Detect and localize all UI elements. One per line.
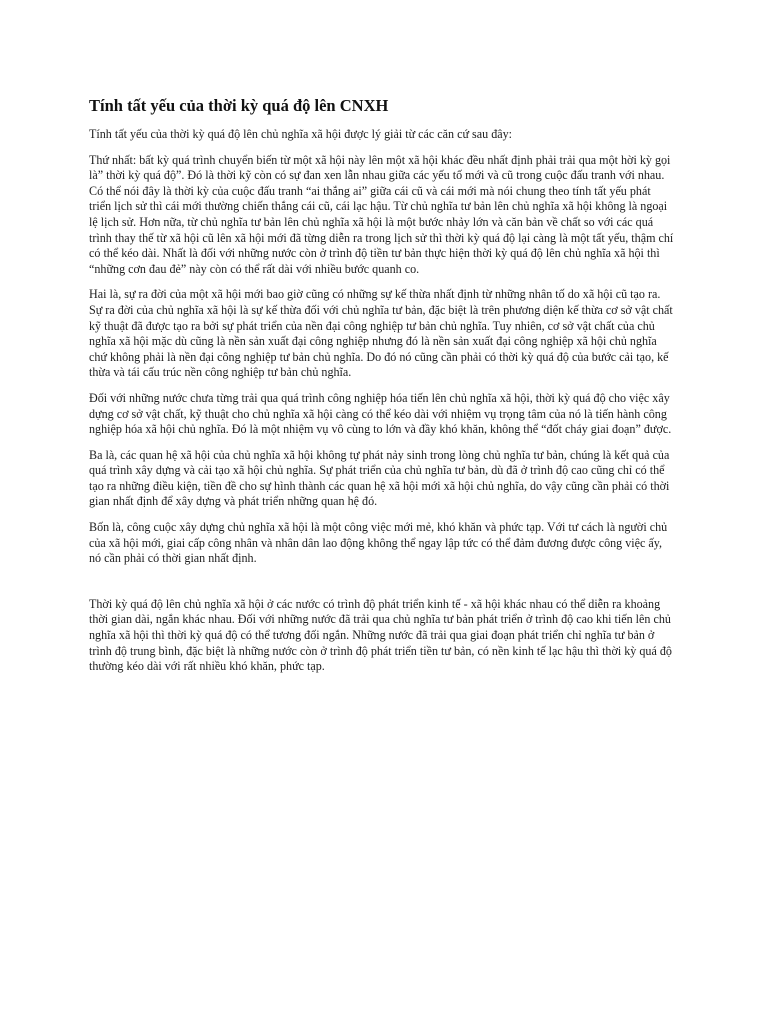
- paragraph-industrialization: Đối với những nước chưa từng trải qua quá trình công nghiệp hóa tiến lên chủ nghĩa xã hội, thời kỳ quá độ cho việc xây dựng cơ sở vật chất, kỹ thuật cho chủ nghĩa xã hội càng có thể kéo dài với nhiệm vụ trọng tâm của nó là tiến hành công nghiệp hóa xã hội chủ nghĩa. Đó là một nhiệm vụ vô cùng to lớn và đầy khó khăn, không thể “đốt cháy giai đoạn” được.: [89, 390, 672, 437]
- document-title: Tính tất yếu của thời kỳ quá độ lên CNXH: [89, 96, 389, 115]
- paragraph-fourth-reason: Bốn là, công cuộc xây dựng chủ nghĩa xã hội là một công việc mới mẻ, khó khăn và phức tạp. Với tư cách là người chủ của xã hội mới, giai cấp công nhân và nhân dân lao động không thể ngay lập tức có thể đảm đương được công việc ấy, nó cần phải có thời gian nhất định.: [89, 520, 668, 566]
- paragraph-third-reason: Ba là, các quan hệ xã hội của chủ nghĩa xã hội không tự phát nảy sinh trong lòng chủ nghĩa tư bản, chúng là kết quả của quá trình xây dựng và cải tạo xã hội chủ nghĩa. Sự phát triển của chủ nghĩa tư bản, dù đã ở trình độ cao cũng chỉ có thể tạo ra những điều kiện, tiền đề cho sự hình thành các quan hệ xã hội mới xã hội chủ nghĩa, do vậy cũng cần phải có thời gian nhất định để xây dựng và phát triển những quan hệ đó.: [89, 447, 670, 509]
- paragraph-first-reason: Thứ nhất: bất kỳ quá trình chuyển biến từ một xã hội này lên một xã hội khác đều nhất định phải trải qua một hời kỳ gọi là” thời kỳ quá độ”. Đó là thời kỹ còn có sự đan xen lẫn nhau giữa các yếu tố mới và cũ trong cuộc đấu tranh với nhau. Có thể nói đây là thời kỳ của cuộc đấu tranh “ai thắng ai” giữa cái cũ và cái mới mà nói chung theo tính tất yếu phát triển lịch sử thì cái mới thường chiến thắng cái cũ, cái lạc hậu. Từ chủ nghĩa tư bản lên chủ nghĩa xã hội không là ngoại lệ lịch sử. Hơn nữa, từ chủ nghĩa tư bản lên chủ nghĩa xã hội là một bước nhảy lớn và căn bản về chất so với các quá trình thay thế từ xã hội cũ lên xã hội mới đã từng diễn ra trong lịch sử thì thời kỳ quá độ lại càng là một tất yếu, thậm chí có thể kéo dài. Nhất là đối với những nước còn ở trình độ tiền tư bản thực hiện thời kỳ quá độ lên chủ nghĩa xã hội thì “những cơn đau đẻ” này còn có thể rất dài với nhiều bước quanh co.: [89, 152, 674, 276]
- paragraph-conclusion: Thời kỳ quá độ lên chủ nghĩa xã hội ở các nước có trình độ phát triển kinh tế - xã hội khác nhau có thể diễn ra khoảng thời gian dài, ngắn khác nhau. Đối với những nước đã trải qua chủ nghĩa tư bản phát triển ở trình độ cao khi tiến lên chủ nghĩa xã hội thì thời kỳ quá độ có thể tương đối ngắn. Những nước đã trải qua giai đoạn phát triển chỉ nghĩa tư bản ở trình độ trung bình, đặc biệt là những nước còn ở trình độ phát triển tiền tư bản, có nền kinh tế lạc hậu thì thời kỳ quá độ thường kéo dài với rất nhiều khó khăn, phức tạp.: [89, 596, 672, 674]
- document-page: [89, 96, 675, 685]
- intro-paragraph: Tính tất yếu của thời kỳ quá độ lên chủ nghĩa xã hội được lý giải từ các căn cứ sau đây:: [89, 127, 513, 141]
- paragraph-second-reason: Hai là, sự ra đời của một xã hội mới bao giờ cũng có những sự kế thừa nhất định từ những nhân tố do xã hội cũ tạo ra. Sự ra đời của chủ nghĩa xã hội là sự kế thừa đối với chủ nghĩa tư bản, đặc biệt là trên phương diện kế thừa cơ sở vật chất kỹ thuật đã được tạo ra bởi sự phát triển của nền đại công nghiệp tư bản chủ nghĩa. Tuy nhiên, cơ sở vật chất của chủ nghĩa xã hội mặc dù cũng là nền sản xuất đại công nghiệp nhưng đó là nền sản xuất đại công nghiệp xã hội chủ nghĩa chứ không phải là nền đại công nghiệp tư bản chủ nghĩa. Do đó nó cũng cần phải có thời kỳ quá độ của bước cải tạo, kế thừa và tái cấu trúc nền công nghiệp tư bản chủ nghĩa.: [89, 287, 673, 380]
